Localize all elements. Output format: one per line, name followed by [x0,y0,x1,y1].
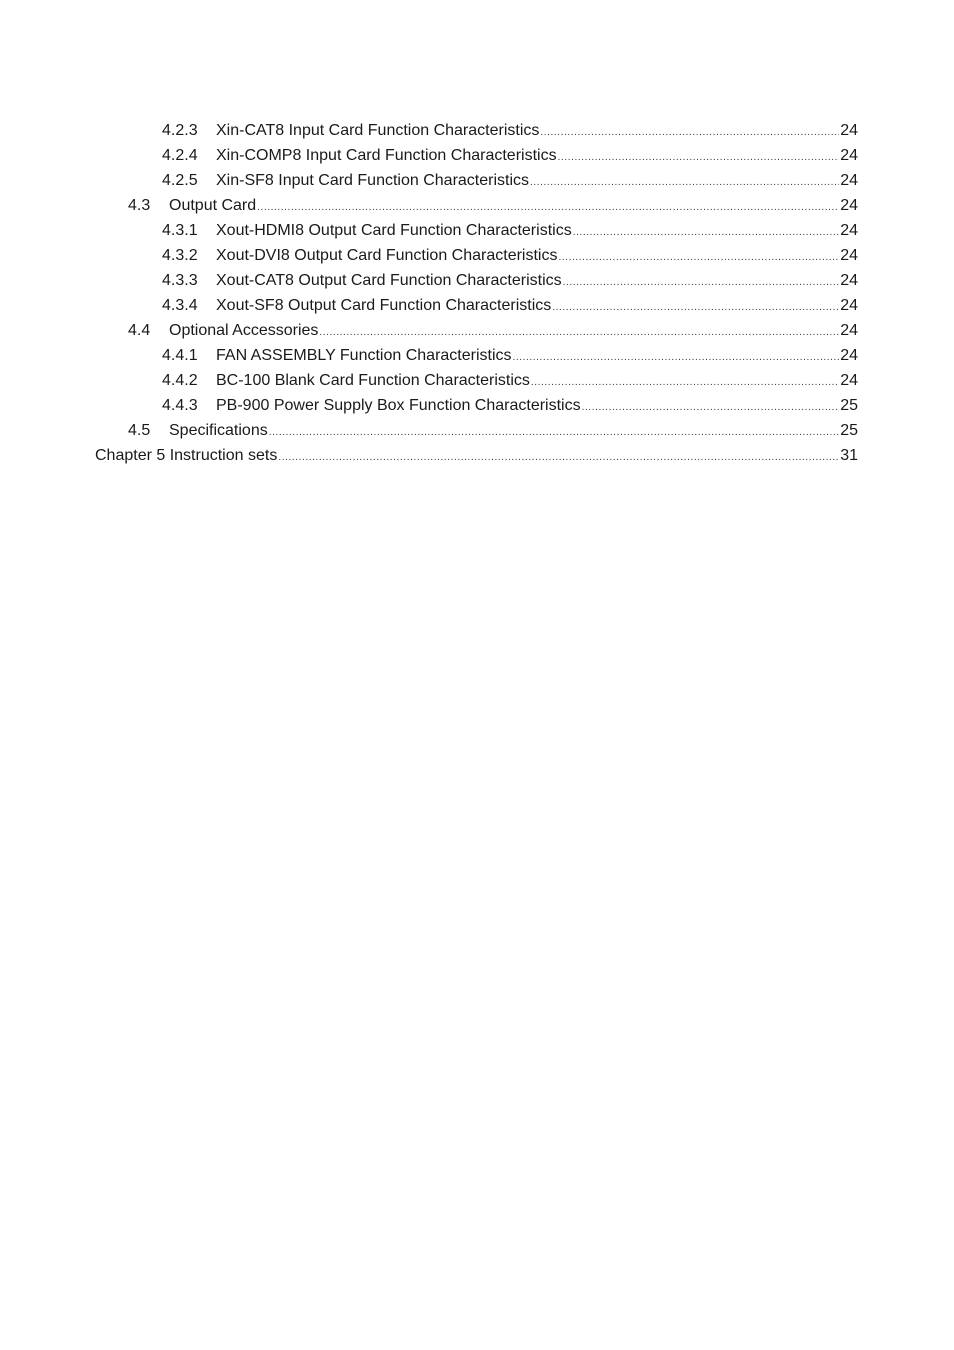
toc-entry-4-2-5[interactable] [0,168,954,193]
toc-entry-page: 25 [840,397,858,414]
toc-entry-4-3-3[interactable] [0,268,954,293]
toc-entry-number: 4.3.3 [162,272,198,289]
toc-entry-page: 24 [840,297,858,314]
toc-entry-title: Xout-CAT8 Output Card Function Characteristics [216,272,562,289]
toc-entry-4-3[interactable] [0,193,954,218]
toc-entry-number: 4.4.2 [162,372,198,389]
toc-entry-4-4-3[interactable] [0,393,954,418]
toc-entry-page: 24 [840,122,858,139]
toc-entry-number: 4.3 [128,197,151,214]
toc-entry-number: 4.4.1 [162,347,198,364]
toc-dot-leader [531,370,839,395]
toc-entry-number: 4.2.5 [162,172,198,189]
toc-entry-title: Optional Accessories [169,322,319,339]
toc-entry-title: Xin-SF8 Input Card Function Characteristics [216,172,530,189]
toc-entry-chapter-5[interactable] [0,443,954,468]
toc-entry-title: Xin-COMP8 Input Card Function Characteristics [216,147,557,164]
toc-entry-title: Xout-DVI8 Output Card Function Characteristics [216,247,558,264]
toc-dot-leader [563,270,839,295]
toc-entry-4-2-3[interactable] [0,118,954,143]
toc-entry-title: Xin-CAT8 Input Card Function Characteristics [216,122,540,139]
toc-entry-4-4-1[interactable] [0,343,954,368]
toc-entry-page: 24 [840,222,858,239]
toc-entry-4-3-4[interactable] [0,293,954,318]
toc-entry-page: 24 [840,322,858,339]
toc-dot-leader [540,120,839,145]
toc-entry-number: 4.3.4 [162,297,198,314]
toc-entry-page: 25 [840,422,858,439]
toc-entry-number: 4.4.3 [162,397,198,414]
toc-dot-leader [269,420,839,445]
toc-entry-page: 24 [840,197,858,214]
toc-entry-number: 4.3.2 [162,247,198,264]
toc-entry-number: 4.3.1 [162,222,198,239]
toc-dot-leader [558,145,839,170]
toc-dot-leader [278,445,839,470]
toc-dot-leader [582,395,839,420]
toc-entry-4-4-2[interactable] [0,368,954,393]
toc-entry-title: BC-100 Blank Card Function Characteristics [216,372,530,389]
toc-entry-title: Xout-HDMI8 Output Card Function Characteristics [216,222,572,239]
toc-entry-title: Chapter 5 Instruction sets [95,447,278,464]
toc-entry-number: 4.4 [128,322,151,339]
toc-entry-title: Specifications [169,422,268,439]
toc-entry-page: 24 [840,147,858,164]
toc-dot-leader [257,195,839,220]
toc-entry-4-3-1[interactable] [0,218,954,243]
toc-dot-leader [552,295,839,320]
toc-entry-title: FAN ASSEMBLY Function Characteristics [216,347,512,364]
toc-dot-leader [513,345,839,370]
toc-entry-page: 24 [840,247,858,264]
toc-entry-page: 24 [840,172,858,189]
toc-entry-4-2-4[interactable] [0,143,954,168]
toc-entry-number: 4.2.4 [162,147,198,164]
toc-entry-number: 4.2.3 [162,122,198,139]
toc-dot-leader [573,220,839,245]
toc-dot-leader [530,170,839,195]
toc-entry-page: 24 [840,372,858,389]
toc-entry-page: 24 [840,272,858,289]
toc-entry-4-3-2[interactable] [0,243,954,268]
toc-entry-title: Xout-SF8 Output Card Function Characteristics [216,297,552,314]
toc-entry-title: Output Card [169,197,257,214]
toc-entry-number: 4.5 [128,422,151,439]
toc-dot-leader [319,320,839,345]
toc-entry-4-5[interactable] [0,418,954,443]
toc-entry-title: PB-900 Power Supply Box Function Characteristics [216,397,581,414]
toc-entry-page: 24 [840,347,858,364]
toc-dot-leader [558,245,839,270]
toc-entry-4-4[interactable] [0,318,954,343]
table-of-contents [0,118,954,468]
toc-entry-page: 31 [840,447,858,464]
